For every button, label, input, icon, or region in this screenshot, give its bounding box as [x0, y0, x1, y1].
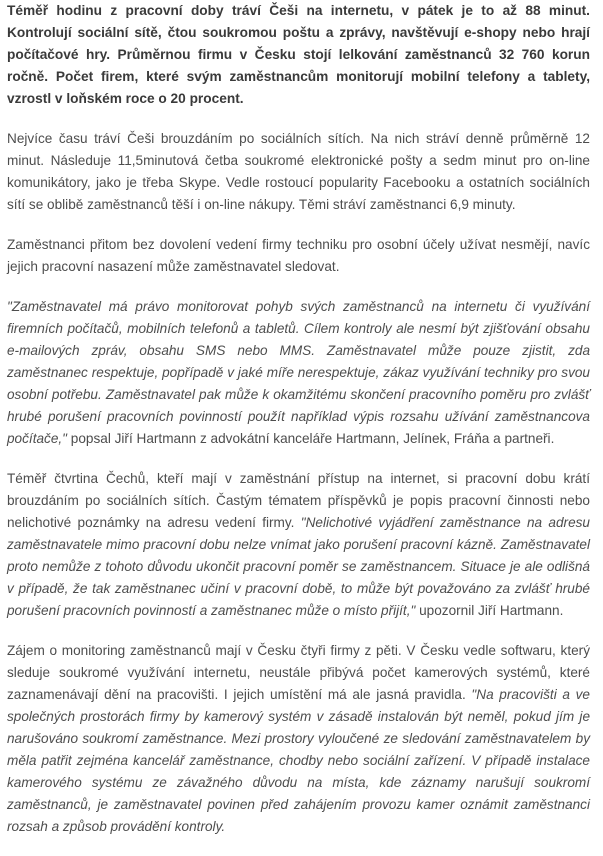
article-body [7, 0, 590, 856]
attribution-hartmann: popsal Jiří Hartmann z advokátní kanceláře Hartmann, Jelínek, Fráňa a partneři. [67, 431, 555, 446]
paragraph-social-networks: Nejvíce času tráví Češi brouzdáním po sociálních sítích. Na nich stráví denně průměrně 12 minut. Následuje 11,5minutová četba soukromé elektronické pošty a sedm minut pro on-line komunikátory, jako je třeba Skype. Vedle rostoucí popularity Facebooku a ostatních sociálních sítí se oblibě zaměstnanců těší i on-line nákupy. Těmi stráví zaměstnanci 6,9 minuty. [7, 131, 590, 212]
paragraph-camera-systems-lead: Zájem o monitoring zaměstnanců mají v Česku čtyři firmy z pěti. V Česku vedle softwaru, který sleduje soukromé využívání internetu, neustále přibývá počet kamerových systémů, které zaznamenávají dění na pracovišti. I jejich umístění má ale jasná pravidla. [7, 643, 590, 702]
quote-camera-rules: "Na pracovišti a ve společných prostorách firmy by kamerový systém v zásadě instalován být neměl, pokud jím je narušováno soukromí zaměstnance. Mezi prostory vyloučené ze sledování zaměstnavatelem by měla patřit zejména kancelář zaměstnance, chodby nebo sociální zařízení. V případě instalace kamerového systému ze závažného důvodu na místa, kde záznamy narušují soukromí zaměstnanců, je zaměstnavatel povinen před zahájením provozu kamer oznámit zaměstnanci rozsah a způsob provádění kontroly. [7, 687, 590, 834]
article-perex: Téměř hodinu z pracovní doby tráví Češi na internetu, v pátek je to až 88 minut. Kontrolují sociální sítě, čtou soukromou poštu a zprávy, navštěvují e-shopy nebo hrají počítačové hry. Průměrnou firmu v Česku stojí lelkování zaměstnanců 32 760 korun ročně. Počet firem, které svým zaměstnancům monitorují mobilní telefony a tablety, vzrostl v loňském roce o 20 procent. [7, 3, 590, 106]
paragraph-social-posts [7, 468, 590, 622]
quote-monitoring: "Zaměstnavatel má právo monitorovat pohyb svých zaměstnanců na internetu či využívání firemních počítačů, mobilních telefonů a tabletů. Cílem kontroly ale nesmí být zjišťování obsahu e-mailových zpráv, obsahu SMS nebo MMS. Zaměstnavatel může pouze zjistit, zda zaměstnanec respektuje, popřípadě v jaké míře nerespektuje, zákaz využívání techniky pro svou osobní potřebu. Zaměstnavatel pak může k okamžitému skončení pracovního poměru pro zvlášť hrubé porušení pracovních povinností použít například výpis rozsahu užívání zaměstnancova počítače," [7, 299, 590, 446]
paragraph-social-posts-lead: Téměř čtvrtina Čechů, kteří mají v zaměstnání přístup na internet, si pracovní dobu krátí brouzdáním po sociálních sítích. Častým tématem příspěvků je popis pracovní činnosti nebo nelichotivé poznámky na adresu vedení firmy. [7, 471, 590, 530]
quote-unflattering-statements: "Nelichotivé vyjádření zaměstnance na adresu zaměstnavatele mimo pracovní dobu nelze vnímat jako porušení pracovní kázně. Zaměstnavatel proto nemůže z tohoto důvodu ukončit pracovní poměr se zaměstnancem. Situace je ale odlišná v případě, že tak zaměstnanec učiní v pracovní době, to může být považováno za zvlášť hrubé porušení pracovních povinností a zaměstnanec může o místo přijít," [7, 515, 590, 618]
paragraph-employer-rights: Zaměstnanci přitom bez dovolení vedení firmy techniku pro osobní účely užívat nesmějí, navíc jejich pracovní nasazení může zaměstnavatel sledovat. [7, 237, 590, 274]
paragraph-camera-systems [7, 640, 590, 838]
attribution-hartmann-2: upozornil Jiří Hartmann. [415, 603, 564, 618]
paragraph-hartmann-quote [7, 296, 590, 450]
